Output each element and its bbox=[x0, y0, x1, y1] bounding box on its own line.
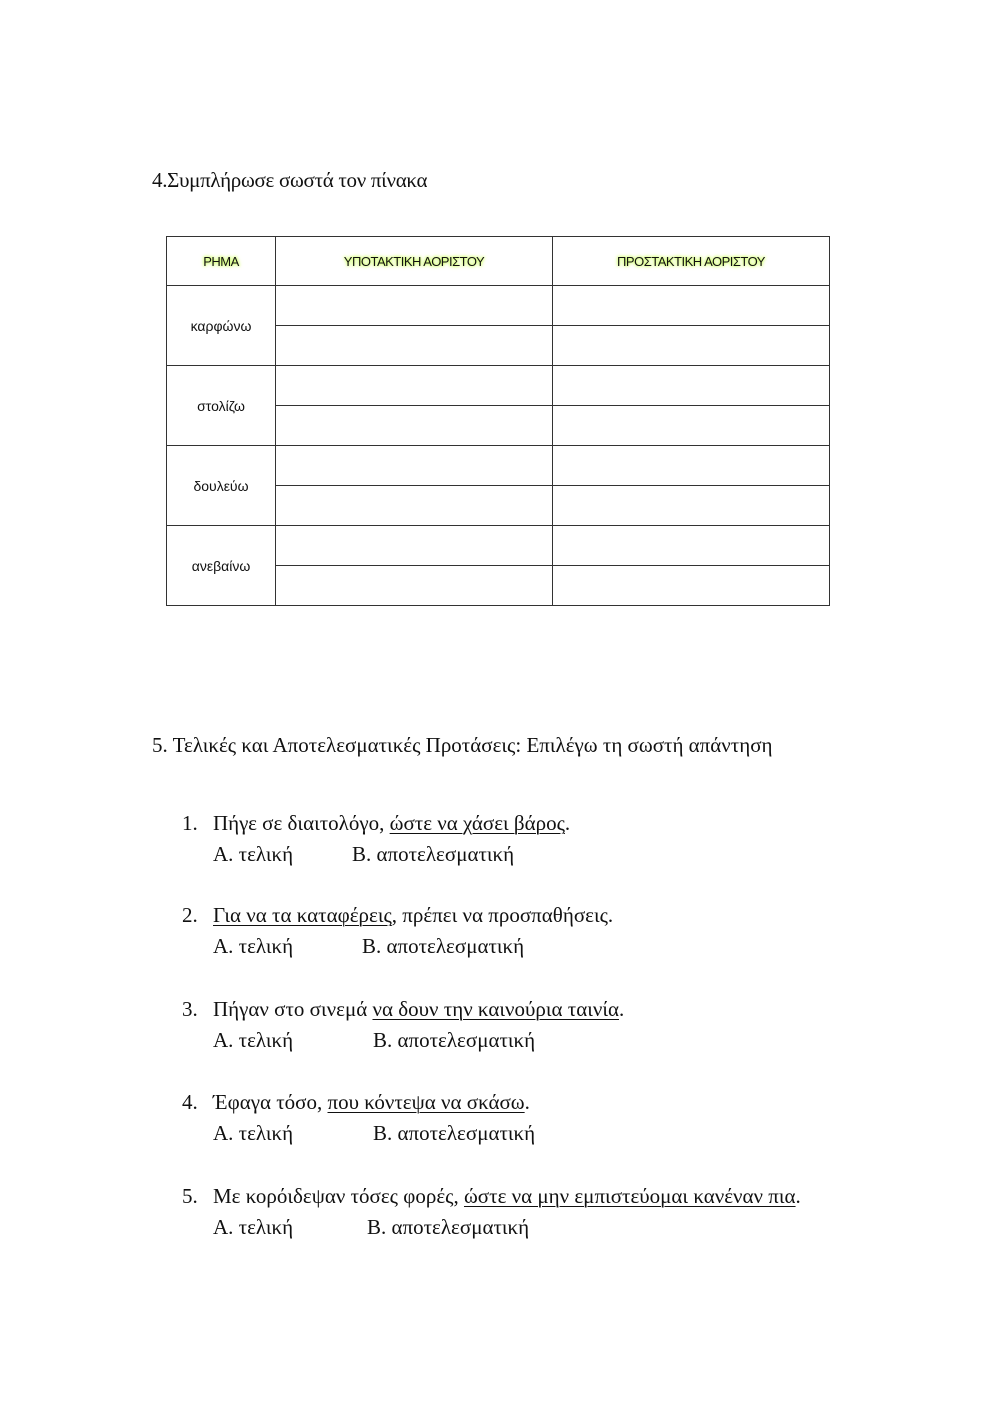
question-number: 5. bbox=[182, 1184, 198, 1208]
question-number: 1. bbox=[182, 811, 198, 835]
question-text-before: Με κορόιδεψαν τόσες φορές, bbox=[213, 1184, 464, 1208]
option-a[interactable]: Α. τελική bbox=[213, 1121, 294, 1145]
answer-cell[interactable] bbox=[553, 446, 830, 486]
question-item bbox=[182, 808, 842, 870]
header-imperative: ΠΡΟΣΤΑΚΤΙΚΗ ΑΟΡΙΣΤΟΥ bbox=[553, 237, 830, 286]
answer-options bbox=[213, 931, 842, 962]
table-row bbox=[167, 366, 830, 406]
table-row bbox=[167, 446, 830, 486]
verb-cell: δουλεύω bbox=[167, 446, 276, 526]
answer-cell[interactable] bbox=[276, 446, 553, 486]
answer-options bbox=[213, 839, 842, 870]
question-text bbox=[213, 900, 842, 931]
question-text bbox=[213, 1181, 839, 1212]
answer-cell[interactable] bbox=[276, 486, 553, 526]
answer-options bbox=[213, 1212, 842, 1243]
question-text-before: Πήγαν στο σινεμά bbox=[213, 997, 373, 1021]
answer-cell[interactable] bbox=[276, 526, 553, 566]
question-text-before: Πήγε σε διαιτολόγο, bbox=[213, 811, 390, 835]
option-b[interactable]: Β. αποτελεσματική bbox=[373, 1121, 536, 1145]
option-a[interactable]: Α. τελική bbox=[213, 1028, 294, 1052]
question-underlined-clause: που κόντεψα να σκάσω bbox=[327, 1090, 525, 1114]
answer-cell[interactable] bbox=[553, 366, 830, 406]
question-text-after: , πρέπει να προσπαθήσεις. bbox=[391, 903, 614, 927]
table-row bbox=[167, 286, 830, 326]
option-a[interactable]: Α. τελική bbox=[213, 842, 294, 866]
question-text bbox=[213, 994, 842, 1025]
header-subjunctive: ΥΠΟΤΑΚΤΙΚΗ ΑΟΡΙΣΤΟΥ bbox=[276, 237, 553, 286]
question-underlined-clause: να δουν την καινούρια ταινία bbox=[372, 997, 619, 1021]
section4-title: 4.Συμπλήρωσε σωστά τον πίνακα bbox=[152, 168, 428, 192]
option-b[interactable]: Β. αποτελεσματική bbox=[367, 1215, 530, 1239]
option-b[interactable]: Β. αποτελεσματική bbox=[373, 1028, 536, 1052]
verb-cell: στολίζω bbox=[167, 366, 276, 446]
question-text-after: . bbox=[564, 811, 571, 835]
question-text bbox=[213, 808, 842, 839]
verb-cell: ανεβαίνω bbox=[167, 526, 276, 606]
answer-cell[interactable] bbox=[553, 566, 830, 606]
option-a[interactable]: Α. τελική bbox=[213, 1215, 294, 1239]
header-verb: ΡΗΜΑ bbox=[167, 237, 276, 286]
table-row bbox=[167, 526, 830, 566]
question-number: 4. bbox=[182, 1090, 198, 1114]
option-b[interactable]: Β. αποτελεσματική bbox=[362, 934, 525, 958]
table-header-row bbox=[167, 237, 830, 286]
question-item bbox=[182, 900, 842, 962]
verb-cell: καρφώνω bbox=[167, 286, 276, 366]
question-underlined-clause: Για να τα καταφέρεις bbox=[213, 903, 392, 927]
question-text-before: Έφαγα τόσο, bbox=[213, 1090, 328, 1114]
question-text-after: . bbox=[795, 1184, 801, 1208]
answer-cell[interactable] bbox=[276, 366, 553, 406]
answer-cell[interactable] bbox=[553, 326, 830, 366]
answer-cell[interactable] bbox=[276, 406, 553, 446]
answer-cell[interactable] bbox=[276, 566, 553, 606]
question-underlined-clause: ώστε να μην εμπιστεύομαι κανέναν πια bbox=[463, 1184, 796, 1208]
question-item bbox=[182, 1181, 842, 1243]
answer-cell[interactable] bbox=[553, 286, 830, 326]
section5-title: 5. Τελικές και Αποτελεσματικές Προτάσεις: Επιλέγω τη σωστή απάντηση bbox=[152, 733, 773, 757]
question-number: 2. bbox=[182, 903, 198, 927]
option-a[interactable]: Α. τελική bbox=[213, 934, 294, 958]
question-underlined-clause: ώστε να χάσει βάρος bbox=[389, 811, 565, 835]
answer-cell[interactable] bbox=[276, 286, 553, 326]
question-number: 3. bbox=[182, 997, 198, 1021]
question-text bbox=[213, 1087, 842, 1118]
answer-cell[interactable] bbox=[553, 526, 830, 566]
option-b[interactable]: Β. αποτελεσματική bbox=[352, 842, 515, 866]
question-text-after: . bbox=[524, 1090, 530, 1114]
answer-options bbox=[213, 1118, 842, 1149]
question-text-after: . bbox=[619, 997, 625, 1021]
answer-cell[interactable] bbox=[276, 326, 553, 366]
verb-table bbox=[166, 236, 830, 606]
answer-options bbox=[213, 1025, 842, 1056]
question-item bbox=[182, 994, 842, 1056]
question-item bbox=[182, 1087, 842, 1149]
answer-cell[interactable] bbox=[553, 486, 830, 526]
answer-cell[interactable] bbox=[553, 406, 830, 446]
